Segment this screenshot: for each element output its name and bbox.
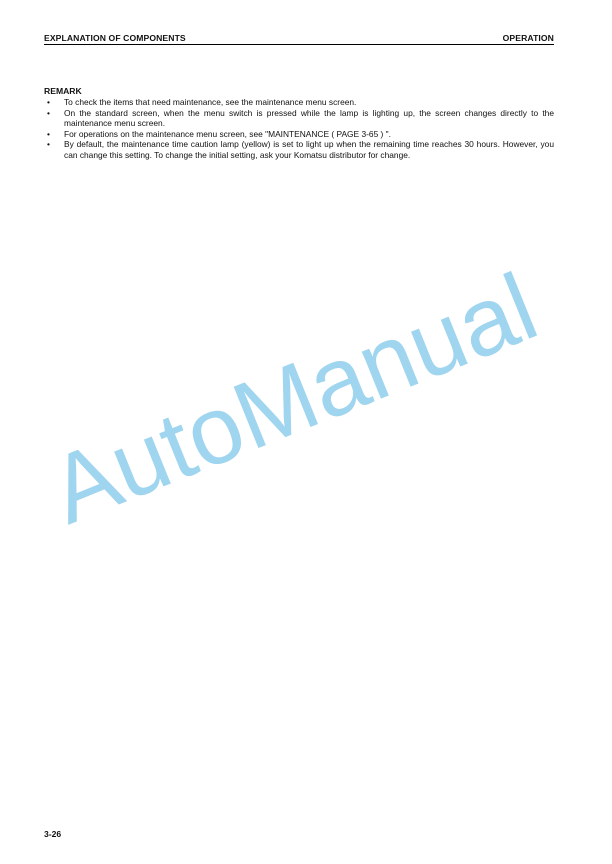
remark-item (44, 139, 554, 160)
watermark (35, 253, 578, 545)
bullet-icon: • (47, 97, 50, 107)
chapter-title: OPERATION (502, 33, 554, 43)
watermark-text: AutoManual (35, 253, 551, 545)
page-number: 3-26 (44, 829, 62, 839)
bullet-icon: • (47, 107, 50, 118)
remark-item (44, 108, 554, 129)
remark-item (44, 129, 554, 140)
remark-heading: REMARK (44, 86, 82, 96)
remark-list (44, 97, 554, 161)
bullet-icon: • (47, 139, 50, 150)
remark-section (44, 86, 554, 161)
remark-item-text: By default, the maintenance time caution lamp (yellow) is set to light up when the remaining time reaches 30 hours. However, you can change this setting. To change the initial setting, ask your Komatsu distributor for change. (64, 139, 554, 160)
remark-item-text: On the standard screen, when the menu switch is pressed while the lamp is lighting up, the screen changes directly to the maintenance menu screen. (64, 107, 554, 129)
watermark-graphic (35, 253, 578, 545)
remark-item-text: For operations on the maintenance menu screen, see "MAINTENANCE ( PAGE 3-65 ) ". (64, 128, 391, 139)
section-title: EXPLANATION OF COMPONENTS (44, 33, 186, 43)
remark-item-text: To check the items that need maintenance, see the maintenance menu screen. (64, 97, 357, 107)
page-header (44, 33, 554, 45)
remark-item (44, 97, 554, 108)
bullet-icon: • (47, 128, 50, 139)
